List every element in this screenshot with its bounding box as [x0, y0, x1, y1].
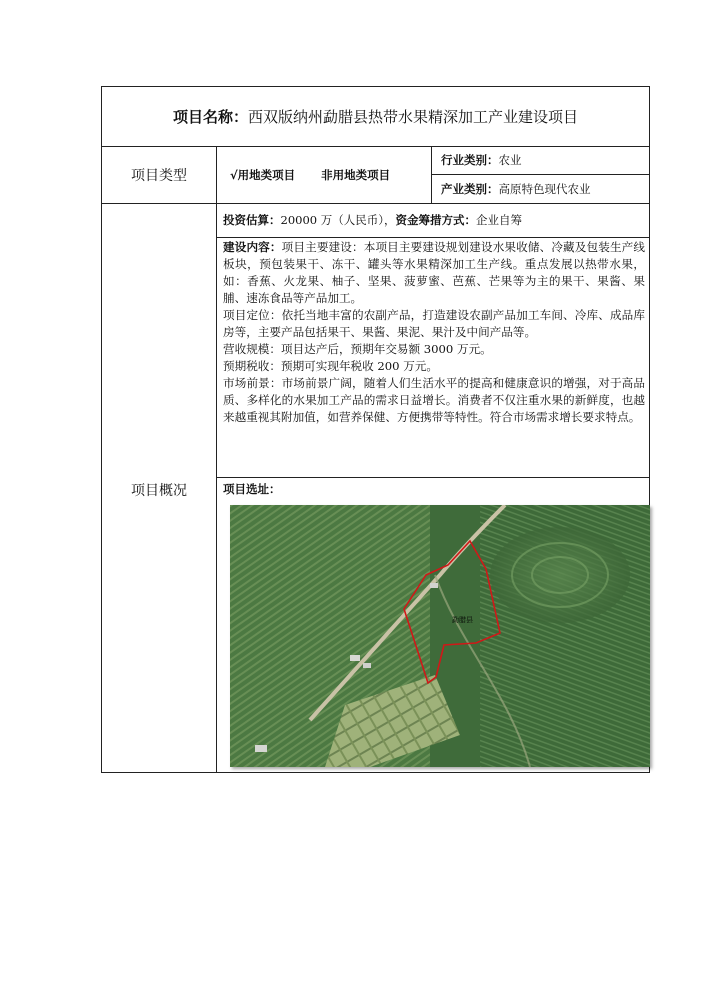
investment-line: [223, 205, 645, 235]
industry-category-value: 农业: [498, 153, 522, 167]
construction-content: [223, 239, 645, 307]
funding-value: 企业自筹: [476, 213, 522, 227]
overview-label: 项目概况: [131, 483, 187, 499]
row-divider: [102, 203, 649, 204]
project-title-value: 西双版纳州勐腊县热带水果精深加工产业建设项目: [248, 108, 579, 126]
expected-tax: 预期税收：预期可实现年税收 200 万元。: [223, 359, 439, 373]
column-divider: [216, 146, 217, 772]
column-divider: [431, 146, 432, 203]
map-marker-label: 勐腊县: [452, 616, 473, 624]
site-label: 项目选址：: [223, 482, 281, 496]
project-title-label: 项目名称：: [172, 108, 248, 126]
land-use-option: √用地类项目: [230, 167, 296, 182]
sector-category-value: 高原特色现代农业: [498, 182, 591, 196]
sector-category: [441, 175, 646, 203]
funding-label: 资金筹措方式：: [395, 213, 476, 227]
satellite-image: [230, 505, 650, 767]
site-location: [223, 478, 523, 500]
sector-category-label: 产业类别：: [441, 182, 499, 196]
building: [350, 655, 360, 661]
project-type-options: [230, 146, 430, 203]
market-outlook: 市场前景：市场前景广阔，随着人们生活水平的提高和健康意识的增强，对于高品质、多样化的水果加工产品的需求日益增长。消费者不仅注重水果的新鲜度，也越来越重视其附加值，如营养保健、方便携带等特性。符合市场需求增长要求特点。: [223, 376, 645, 424]
content-text: 项目主要建设：本项目主要建设规划建设水果收储、冷藏及包装生产线板块，预包装果干、冻干、罐头等水果精深加工生产线。重点发展以热带水果，如：香蕉、火龙果、柚子、坚果、菠萝蜜、芭蕉、芒果等为主的果干、果酱、果脯、速冻食品等产品加工。: [223, 240, 645, 305]
non-land-use-option: 非用地类项目: [321, 167, 391, 182]
project-info-table: [101, 86, 650, 773]
industry-category-label: 行业类别：: [441, 153, 499, 167]
project-positioning: 项目定位：依托当地丰富的农副产品，打造建设农副产品加工车间、冷库、成品库房等，主要产品包括果干、果酱、果泥、果汁及中间产品等。: [223, 308, 645, 339]
investment-label: 投资估算：: [223, 213, 281, 227]
building: [255, 745, 267, 752]
building: [430, 583, 438, 588]
building: [363, 663, 371, 668]
industry-category: [441, 146, 646, 174]
project-type-label: 项目类型: [131, 167, 187, 184]
investment-value: 20000 万（人民币），: [280, 213, 396, 227]
content-label: 建设内容：: [223, 240, 282, 254]
overview-details: [223, 239, 645, 426]
site-satellite-map: [230, 505, 650, 767]
revenue-scale: 营收规模：项目达产后，预期年交易额 3000 万元。: [223, 342, 492, 356]
project-title: [102, 87, 649, 146]
row-divider: [216, 237, 649, 238]
